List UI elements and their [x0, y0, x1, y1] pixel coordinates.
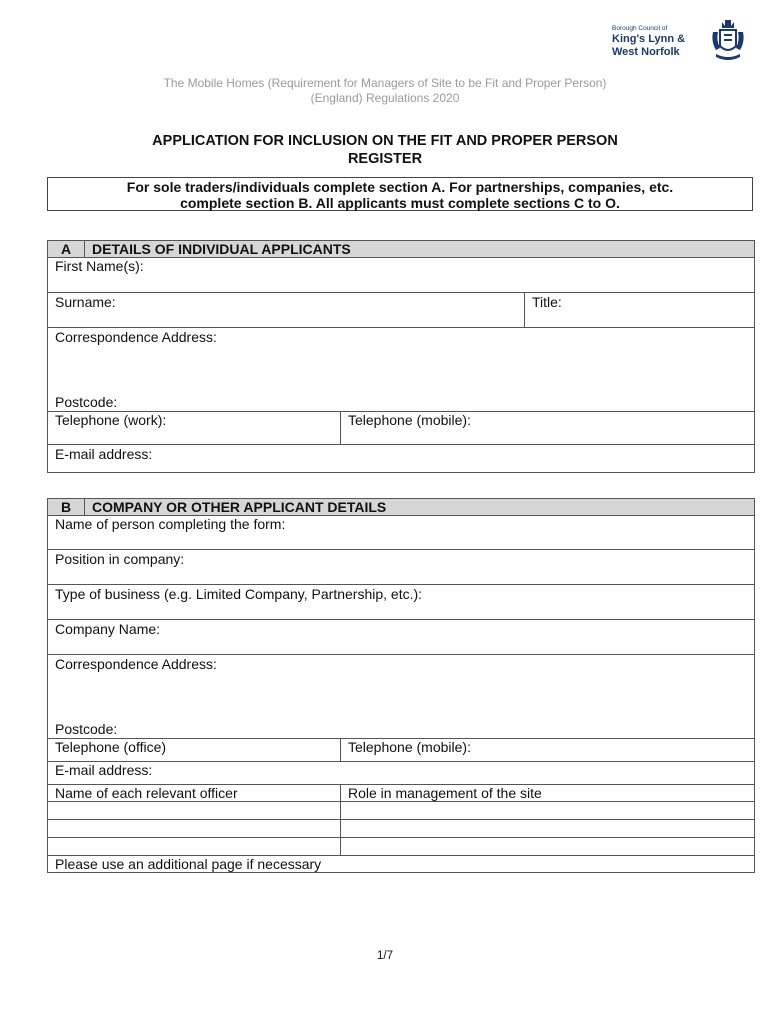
section-b-header [48, 499, 755, 516]
additional-page-note: Please use an additional page if necessary [48, 856, 755, 873]
company-telephone-mobile-field[interactable]: Telephone (mobile): [341, 739, 755, 762]
company-address-field[interactable] [48, 655, 755, 739]
person-completing-field[interactable]: Name of person completing the form: [48, 516, 755, 550]
company-postcode-label: Postcode: [55, 721, 118, 737]
officer-name-cell[interactable] [48, 838, 341, 856]
instructions-box [47, 177, 753, 211]
page-number: 1/7 [377, 950, 393, 962]
instructions-line-2: complete section B. All applicants must complete sections C to O. [180, 195, 620, 211]
company-address-label: Correspondence Address: [55, 656, 217, 672]
postcode-label: Postcode: [55, 394, 118, 410]
officer-name-cell[interactable] [48, 802, 341, 820]
section-b-heading: COMPANY OR OTHER APPLICANT DETAILS [85, 499, 755, 516]
logo-line-3: West Norfolk [612, 46, 680, 58]
address-label: Correspondence Address: [55, 329, 217, 345]
section-a-header [48, 241, 755, 258]
council-crest-icon [710, 18, 746, 62]
regulations-heading [0, 76, 770, 106]
officer-role-header: Role in management of the site [341, 785, 755, 802]
section-a-table [47, 240, 755, 473]
first-names-field[interactable]: First Name(s): [48, 258, 755, 293]
company-email-field[interactable]: E-mail address: [48, 762, 755, 785]
officer-role-cell[interactable] [341, 838, 755, 856]
title-field[interactable]: Title: [525, 293, 755, 328]
officer-name-header: Name of each relevant officer [48, 785, 341, 802]
company-name-field[interactable]: Company Name: [48, 620, 755, 655]
council-logo [612, 18, 747, 62]
section-b-letter: B [48, 499, 85, 516]
logo-text [612, 24, 685, 59]
title-line-1: APPLICATION FOR INCLUSION ON THE FIT AND PROPER PERSON [152, 133, 618, 149]
section-a-heading: DETAILS OF INDIVIDUAL APPLICANTS [85, 241, 755, 258]
logo-line-2: King's Lynn & [612, 33, 686, 45]
section-a-letter: A [48, 241, 85, 258]
telephone-work-field[interactable]: Telephone (work): [48, 412, 341, 445]
regulations-line-2: (England) Regulations 2020 [310, 91, 460, 105]
title-line-2: REGISTER [347, 151, 423, 167]
business-type-field[interactable]: Type of business (e.g. Limited Company, Partnership, etc.): [48, 585, 755, 620]
regulations-line-1: The Mobile Homes (Requirement for Managers of Site to be Fit and Proper Person) [163, 76, 607, 90]
logo-line-1: Borough Council of [612, 25, 668, 32]
surname-field[interactable]: Surname: [48, 293, 525, 328]
instructions-line-1: For sole traders/individuals complete section A. For partnerships, companies, etc. [126, 179, 674, 195]
correspondence-address-field[interactable] [48, 328, 755, 412]
officer-name-cell[interactable] [48, 820, 341, 838]
page-title [110, 132, 660, 168]
telephone-mobile-field[interactable]: Telephone (mobile): [341, 412, 755, 445]
officer-role-cell[interactable] [341, 820, 755, 838]
email-field[interactable]: E-mail address: [48, 445, 755, 473]
telephone-office-field[interactable]: Telephone (office) [48, 739, 341, 762]
position-field[interactable]: Position in company: [48, 550, 755, 585]
section-b-table [47, 498, 755, 873]
officer-role-cell[interactable] [341, 802, 755, 820]
